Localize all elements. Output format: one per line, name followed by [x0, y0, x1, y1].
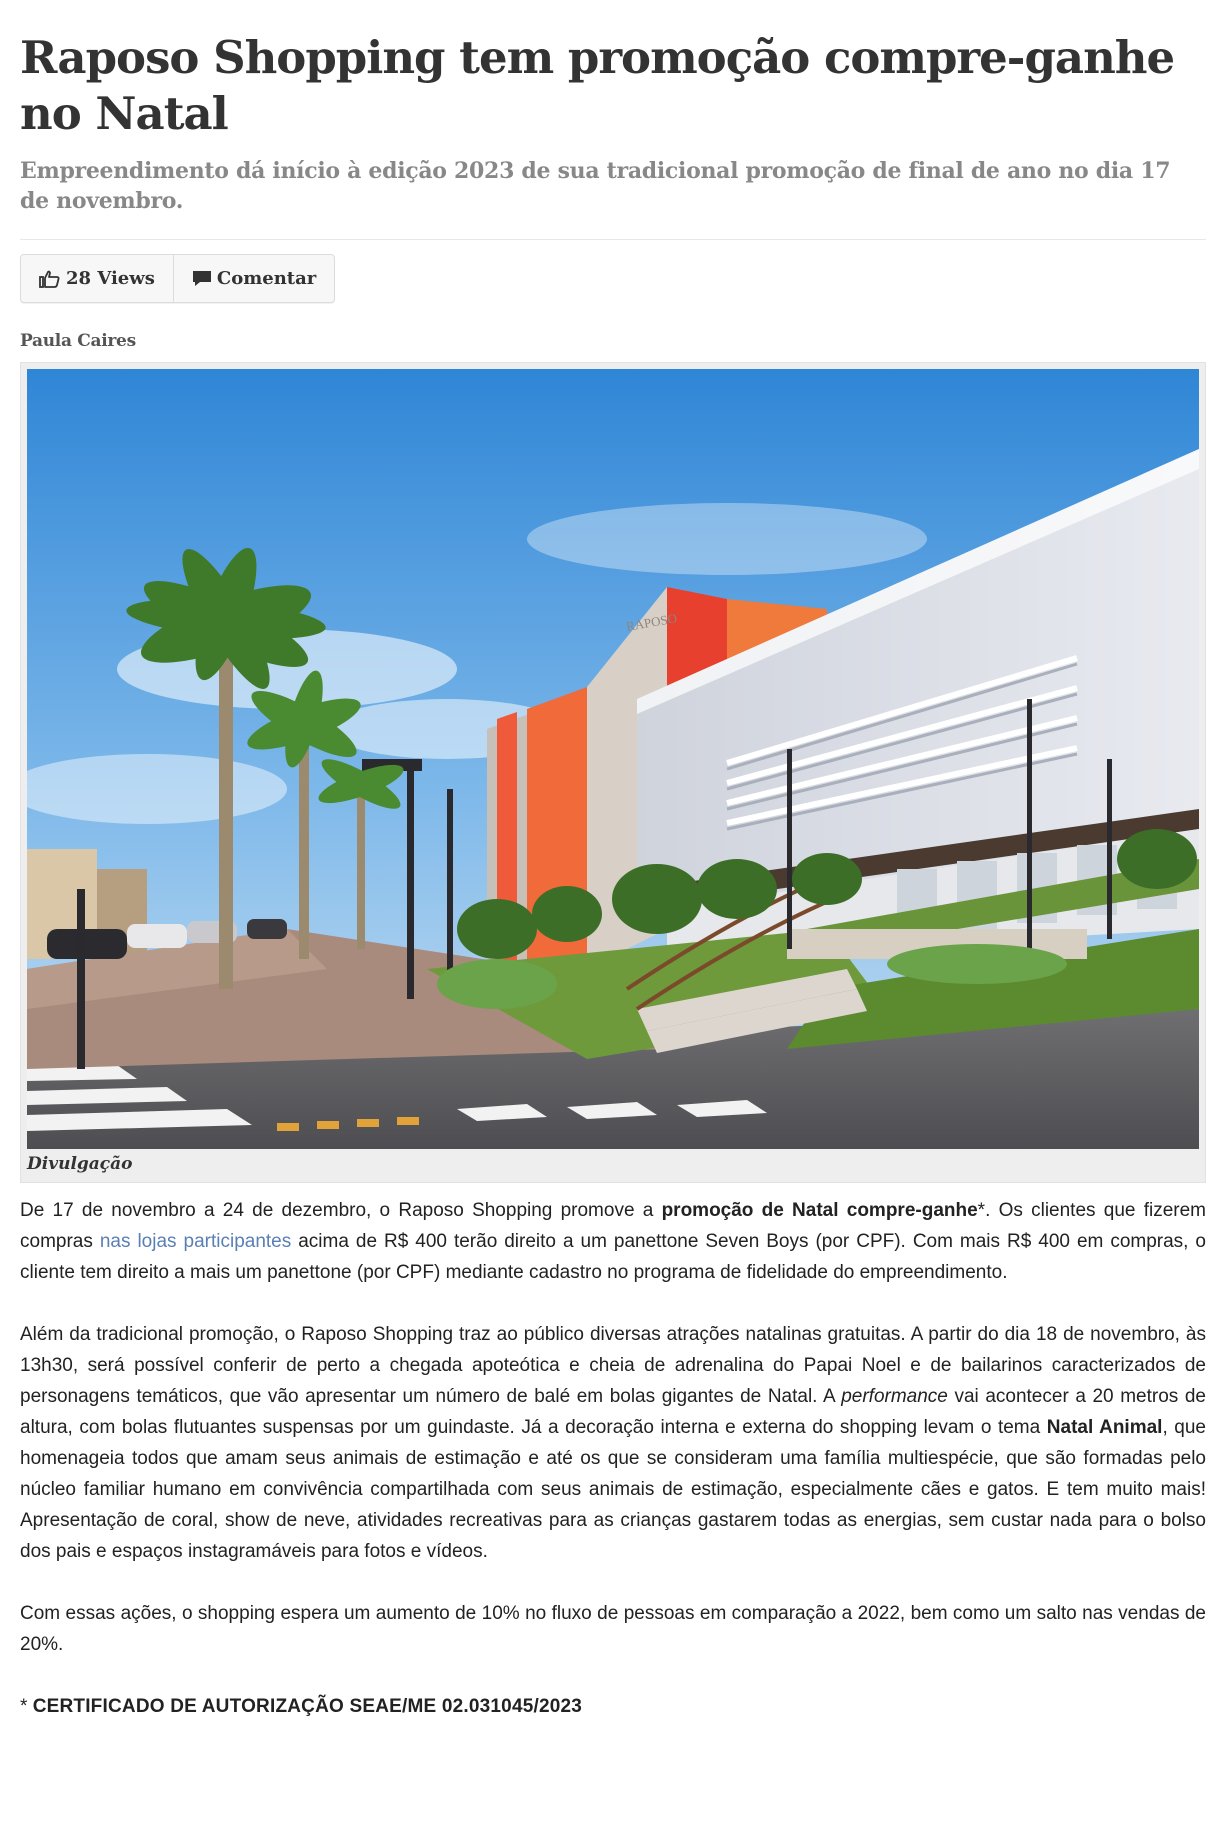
- participating-stores-link[interactable]: nas lojas participantes: [99, 1231, 292, 1252]
- photo-sign: RAPOSO: [624, 610, 679, 634]
- comment-icon: [192, 270, 212, 288]
- image-caption: Divulgação: [27, 1154, 133, 1174]
- article-figure: [20, 362, 1206, 1183]
- article-title: Raposo Shopping tem promoção compre-ganhe no Natal: [20, 31, 1175, 140]
- article-subtitle: Empreendimento dá início à edição 2023 de sua tradicional promoção de final de ano no dia 17 de novembro.: [20, 158, 1171, 214]
- comment-button[interactable]: [173, 255, 334, 302]
- paragraph-2: Além da tradicional promoção, o Raposo Shopping traz ao público diversas atrações natalinas gratuitas. A partir do dia 18 de novembro, às 13h30, será possível conferir de perto a chegada apoteótica e cheia de adrenalina do Papai Noel e de bailarinos caracterizados de personagens temáticos, que vão apresentar um número de balé em bolas gigantes de Natal. A performance vai acontecer a 20 metros de altura, com bolas flutuantes suspensas por um guindaste. Já a decoração interna e externa do shopping levam o tema Natal Animal, que homenageia todos que amam seus animais de estimação e até os que se consideram uma família multiespécie, que são formadas pelo núcleo familiar humano em convivência compartilhada com seus animais de estimação, especialmente cães e gatos. E tem muito mais! Apresentação de coral, show de neve, atividades recreativas para as crianças gastarem todas as energias, sem custar nada para o bolso dos pais e espaços instagramáveis para fotos e vídeos.: [20, 1324, 1206, 1562]
- thumbs-up-icon: [39, 270, 61, 288]
- author-name: Paula Caires: [20, 331, 136, 351]
- views-button[interactable]: [21, 255, 173, 302]
- article-body: [20, 1195, 1206, 1722]
- paragraph-1: De 17 de novembro a 24 de dezembro, o Raposo Shopping promove a promoção de Natal compre-ganhe*. Os clientes que fizerem compras nas lojas participantes acima de R$ 400 terão direito a um panettone Seven Boys (por CPF). Com mais R$ 400 em compras, o cliente tem direito a mais um panettone (por CPF) mediante cadastro no programa de fidelidade do empreendimento.: [20, 1200, 1207, 1283]
- divider: [20, 239, 1206, 240]
- paragraph-3: Com essas ações, o shopping espera um aumento de 10% no fluxo de pessoas em comparação a 2022, bem como um salto nas vendas de 20%.: [20, 1603, 1206, 1655]
- article-photo: [27, 369, 1199, 1149]
- article: [20, 0, 1206, 1722]
- certificate-note: * CERTIFICADO DE AUTORIZAÇÃO SEAE/ME 02.031045/2023: [20, 1696, 583, 1717]
- comment-label: Comentar: [216, 268, 317, 289]
- views-count: 28 Views: [66, 268, 155, 289]
- article-actions: [20, 254, 335, 303]
